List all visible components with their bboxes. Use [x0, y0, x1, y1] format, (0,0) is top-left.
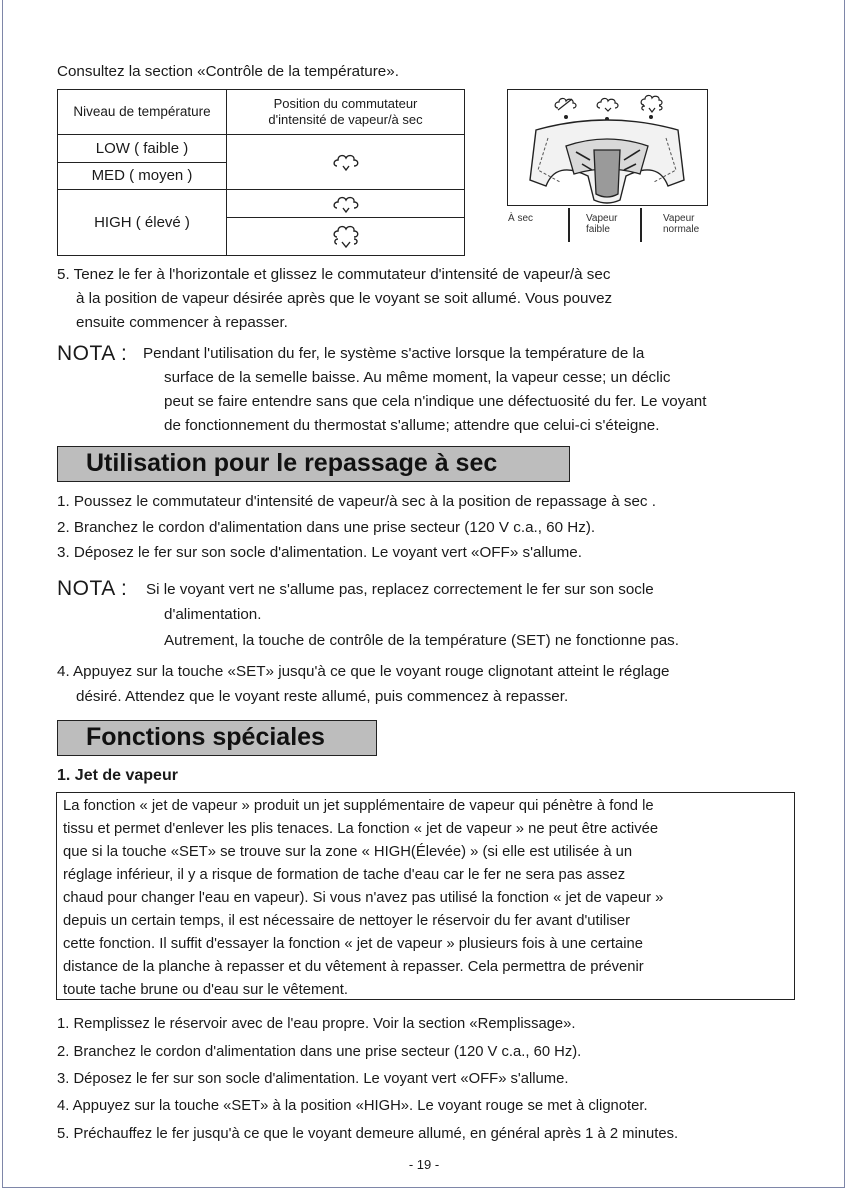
- jet-step: 4. Appuyez sur la touche «SET» à la position «HIGH». Le voyant rouge se met à clignoter.: [57, 1098, 648, 1114]
- step-5-line: ensuite commencer à repasser.: [76, 314, 288, 331]
- dial-label-dry: À sec: [508, 213, 534, 224]
- jet-box-line: chaud pour changer l'eau en vapeur). Si vous n'avez pas utilisé la fonction « jet de vapeur »: [63, 890, 664, 906]
- jet-box-line: La fonction « jet de vapeur » produit un jet supplémentaire de vapeur qui pénètre à fond le: [63, 798, 654, 814]
- steam-selector-illustration: [508, 90, 706, 204]
- jet-box-line: tissu et permet d'enlever les plis tenaces. La fonction « jet de vapeur » ne peut être activée: [63, 821, 659, 837]
- dial-divider: [640, 208, 642, 242]
- dry-step: 4. Appuyez sur la touche «SET» jusqu'à ce que le voyant rouge clignotant atteint le réglage: [57, 663, 670, 680]
- dry-step: 3. Déposez le fer sur son socle d'alimentation. Le voyant vert «OFF» s'allume.: [57, 544, 582, 561]
- page-number: - 19 -: [408, 1157, 440, 1172]
- jet-step: 1. Remplissez le réservoir avec de l'eau propre. Voir la section «Remplissage».: [57, 1016, 576, 1032]
- nota-line: Si le voyant vert ne s'allume pas, replacez correctement le fer sur son socle: [146, 581, 654, 598]
- nota-line: Pendant l'utilisation du fer, le système s'active lorsque la température de la: [143, 345, 645, 362]
- step-5-line: 5. Tenez le fer à l'horizontale et glissez le commutateur d'intensité de vapeur/à sec: [57, 266, 611, 283]
- section-heading-special: Fonctions spéciales: [57, 720, 377, 756]
- table-row-level: LOW ( faible ): [58, 134, 227, 162]
- nota-line: peut se faire entendre sans que cela n'indique une défectuosité du fer. Le voyant: [164, 393, 707, 410]
- step-5-line: à la position de vapeur désirée après que le voyant se soit allumé. Vous pouvez: [76, 290, 613, 307]
- temperature-table: [57, 89, 465, 256]
- jet-box-line: cette fonction. Il suffit d'essayer la fonction « jet de vapeur » plusieurs fois à une certaine: [63, 936, 643, 952]
- jet-step: 2. Branchez le cordon d'alimentation dans une prise secteur (120 V c.a., 60 Hz).: [57, 1044, 582, 1060]
- nota-line: Autrement, la touche de contrôle de la température (SET) ne fonctionne pas.: [164, 632, 679, 649]
- jet-box-line: depuis un certain temps, il est nécessaire de nettoyer le réservoir du fer avant d'utiliser: [63, 913, 631, 929]
- table-row-level: HIGH ( élevé ): [58, 190, 227, 256]
- dry-step: 2. Branchez le cordon d'alimentation dans une prise secteur (120 V c.a., 60 Hz).: [57, 519, 596, 536]
- jet-step: 5. Préchauffez le fer jusqu'à ce que le voyant demeure allumé, en général après 1 à 2 minutes.: [57, 1126, 679, 1142]
- dial-label-normal-steam: Vapeur normale: [663, 213, 700, 235]
- steam-dial-diagram: [507, 89, 708, 206]
- jet-box-line: distance de la planche à repasser et du vêtement à repasser. Cela permettra de prévenir: [63, 959, 644, 975]
- dry-step: 1. Poussez le commutateur d'intensité de vapeur/à sec à la position de repassage à sec .: [57, 493, 656, 510]
- jet-step: 3. Déposez le fer sur son socle d'alimentation. Le voyant vert «OFF» s'allume.: [57, 1071, 569, 1087]
- table-header-position: Position du commutateur d'intensité de vapeur/à sec: [227, 90, 465, 135]
- nota-line: de fonctionnement du thermostat s'allume; attendre que celui-ci s'éteigne.: [164, 417, 660, 434]
- jet-box-line: réglage inférieur, il y a risque de formation de tache d'eau car le fer ne sera pas assez: [63, 867, 626, 883]
- nota-line: d'alimentation.: [164, 606, 262, 623]
- nota-label: NOTA :: [57, 342, 128, 365]
- intro-text: Consultez la section «Contrôle de la température».: [57, 63, 399, 80]
- low-steam-icon: [227, 190, 465, 218]
- jet-title: 1. Jet de vapeur: [57, 767, 178, 784]
- high-steam-icon: [227, 217, 465, 255]
- jet-box-line: toute tache brune ou d'eau sur le vêtement.: [63, 982, 348, 998]
- nota-label: NOTA :: [57, 577, 128, 600]
- nota-line: surface de la semelle baisse. Au même moment, la vapeur cesse; un déclic: [164, 369, 671, 386]
- table-header-level: Niveau de température: [58, 90, 227, 135]
- dial-label-low-steam: Vapeur faible: [586, 213, 618, 235]
- low-steam-icon: [227, 134, 465, 189]
- table-row-level: MED ( moyen ): [58, 162, 227, 190]
- dry-step: désiré. Attendez que le voyant reste allumé, puis commencez à repasser.: [76, 688, 569, 705]
- section-heading-dry: Utilisation pour le repassage à sec: [57, 446, 570, 482]
- jet-box-line: que si la touche «SET» se trouve sur la zone « HIGH(Élevée) » (si elle est utilisée à un: [63, 844, 633, 860]
- dial-divider: [568, 208, 570, 242]
